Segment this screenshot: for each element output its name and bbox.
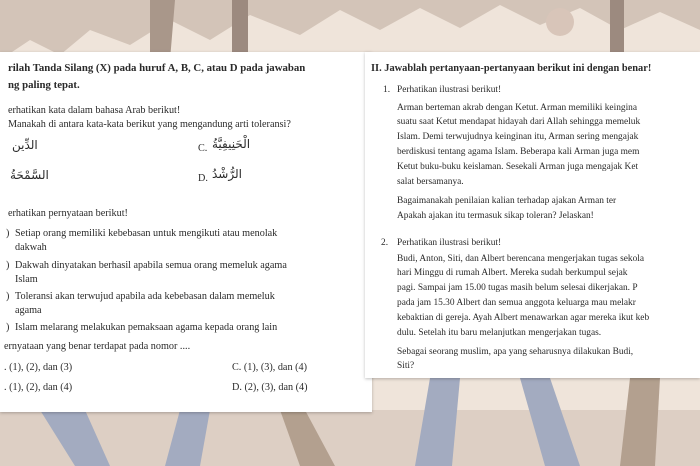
q2-option-c[interactable]: C. (1), (3), dan (4) bbox=[232, 362, 307, 373]
item2-story-line-4: pada jam 15.30 Albert dan semua anggota keluarga mau melakr bbox=[397, 298, 636, 308]
item1-question-line-1: Bagaimanakah penilaian kalian terhadap ajakan Arman ter bbox=[397, 196, 617, 206]
item1-intro: Perhatikan ilustrasi berikut! bbox=[397, 85, 502, 95]
q1-stem-line-1: erhatikan kata dalam bahasa Arab berikut! bbox=[8, 105, 181, 116]
q2-statement-4-line-1: Islam melarang melakukan pemaksaan agama kepada orang lain bbox=[15, 322, 278, 333]
item1-story-line-2: suatu saat Ketut mendapat hidayah dari Allah sehingga memeluk bbox=[397, 117, 641, 127]
q2-stem: erhatikan pernyataan berikut! bbox=[8, 208, 128, 219]
q1-option-d-letter[interactable]: D. bbox=[198, 173, 208, 184]
q2-statement-2-line-1: Dakwah dinyatakan berhasil apabila semua orang memeluk agama bbox=[15, 260, 287, 271]
item2-number: 2. bbox=[381, 238, 389, 248]
q2-option-b[interactable]: . (1), (2), dan (4) bbox=[4, 382, 73, 393]
item1-story-line-1: Arman berteman akrab dengan Ketut. Arman memiliki keingina bbox=[397, 103, 638, 113]
item2-story-line-2: hari Minggu di rumah Albert. Mereka sudah berkumpul sejak bbox=[397, 268, 628, 278]
essay-heading: II. Jawablah pertanyaan-pertanyaan berikut ini dengan benar! bbox=[371, 63, 652, 74]
left-worksheet-page bbox=[0, 52, 372, 412]
section-instruction-line-1: rilah Tanda Silang (X) pada huruf A, B, C, atau D pada jawaban bbox=[8, 62, 306, 74]
section-instruction-line-2: ng paling tepat. bbox=[8, 79, 80, 91]
q2-statement-1-line-1: Setiap orang memiliki kebebasan untuk mengikuti atau menolak bbox=[15, 228, 278, 239]
item1-story-line-5: Ketut buku-buku keislaman. Sesekali Arman juga mengajak Ket bbox=[397, 162, 639, 172]
item1-question-line-2: Apakah ajakan itu termasuk sikap toleran? Jelaskan! bbox=[397, 211, 594, 221]
item1-story-line-4: berdiskusi tentang agama Islam. Beberapa kali Arman juga mem bbox=[397, 147, 640, 157]
q2-question: ernyataan yang benar terdapat pada nomor .... bbox=[4, 341, 191, 352]
right-worksheet-page bbox=[365, 52, 700, 378]
q2-statement-3-number: ) bbox=[6, 291, 10, 302]
item2-story-line-6: dulu. Setelah itu baru melanjutkan mengerjakan tugas. bbox=[397, 328, 602, 338]
q2-statement-1-number: ) bbox=[6, 228, 10, 239]
item2-intro: Perhatikan ilustrasi berikut! bbox=[397, 238, 502, 248]
item2-question-line-1: Sebagai seorang muslim, apa yang seharusnya dilakukan Budi, bbox=[397, 347, 634, 357]
q2-statement-3-line-1: Toleransi akan terwujud apabila ada kebebasan dalam memeluk bbox=[15, 291, 275, 302]
q2-statement-2-line-2: Islam bbox=[15, 274, 38, 285]
item2-story-line-3: pagi. Sampai jam 15.00 tugas masih belum selesai dikerjakan. P bbox=[397, 283, 638, 293]
q1-option-d[interactable]: الرُّشْدُ bbox=[212, 167, 242, 181]
q2-statement-4-number: ) bbox=[6, 322, 10, 333]
item2-story-line-5: kebaktian di gereja. Ayah Albert menawarkan agar mereka ikut keb bbox=[397, 313, 650, 323]
item2-story-line-1: Budi, Anton, Siti, dan Albert berencana mengerjakan tugas sekola bbox=[397, 254, 645, 264]
item1-story-line-6: salat bersamanya. bbox=[397, 177, 464, 187]
q1-option-c[interactable]: الْحَنِيفِيَّةُ bbox=[212, 137, 251, 151]
q1-option-c-letter[interactable]: C. bbox=[198, 143, 208, 154]
q1-option-a[interactable]: الدِّين bbox=[12, 138, 38, 152]
item1-story-line-3: Islam. Demi terwujudnya keinginan itu, Arman sering mengajak bbox=[397, 132, 639, 142]
q2-statement-2-number: ) bbox=[6, 260, 10, 271]
item2-question-line-2: Siti? bbox=[397, 361, 415, 371]
item1-number: 1. bbox=[383, 85, 391, 95]
q1-option-b[interactable]: السَّمْحَةُ bbox=[10, 168, 49, 182]
q2-option-a[interactable]: . (1), (2), dan (3) bbox=[4, 362, 73, 373]
q2-statement-1-line-2: dakwah bbox=[15, 242, 47, 253]
q2-option-d[interactable]: D. (2), (3), dan (4) bbox=[232, 382, 308, 393]
q2-statement-3-line-2: agama bbox=[15, 305, 42, 316]
q1-stem-line-2: Manakah di antara kata-kata berikut yang mengandung arti toleransi? bbox=[8, 119, 291, 130]
